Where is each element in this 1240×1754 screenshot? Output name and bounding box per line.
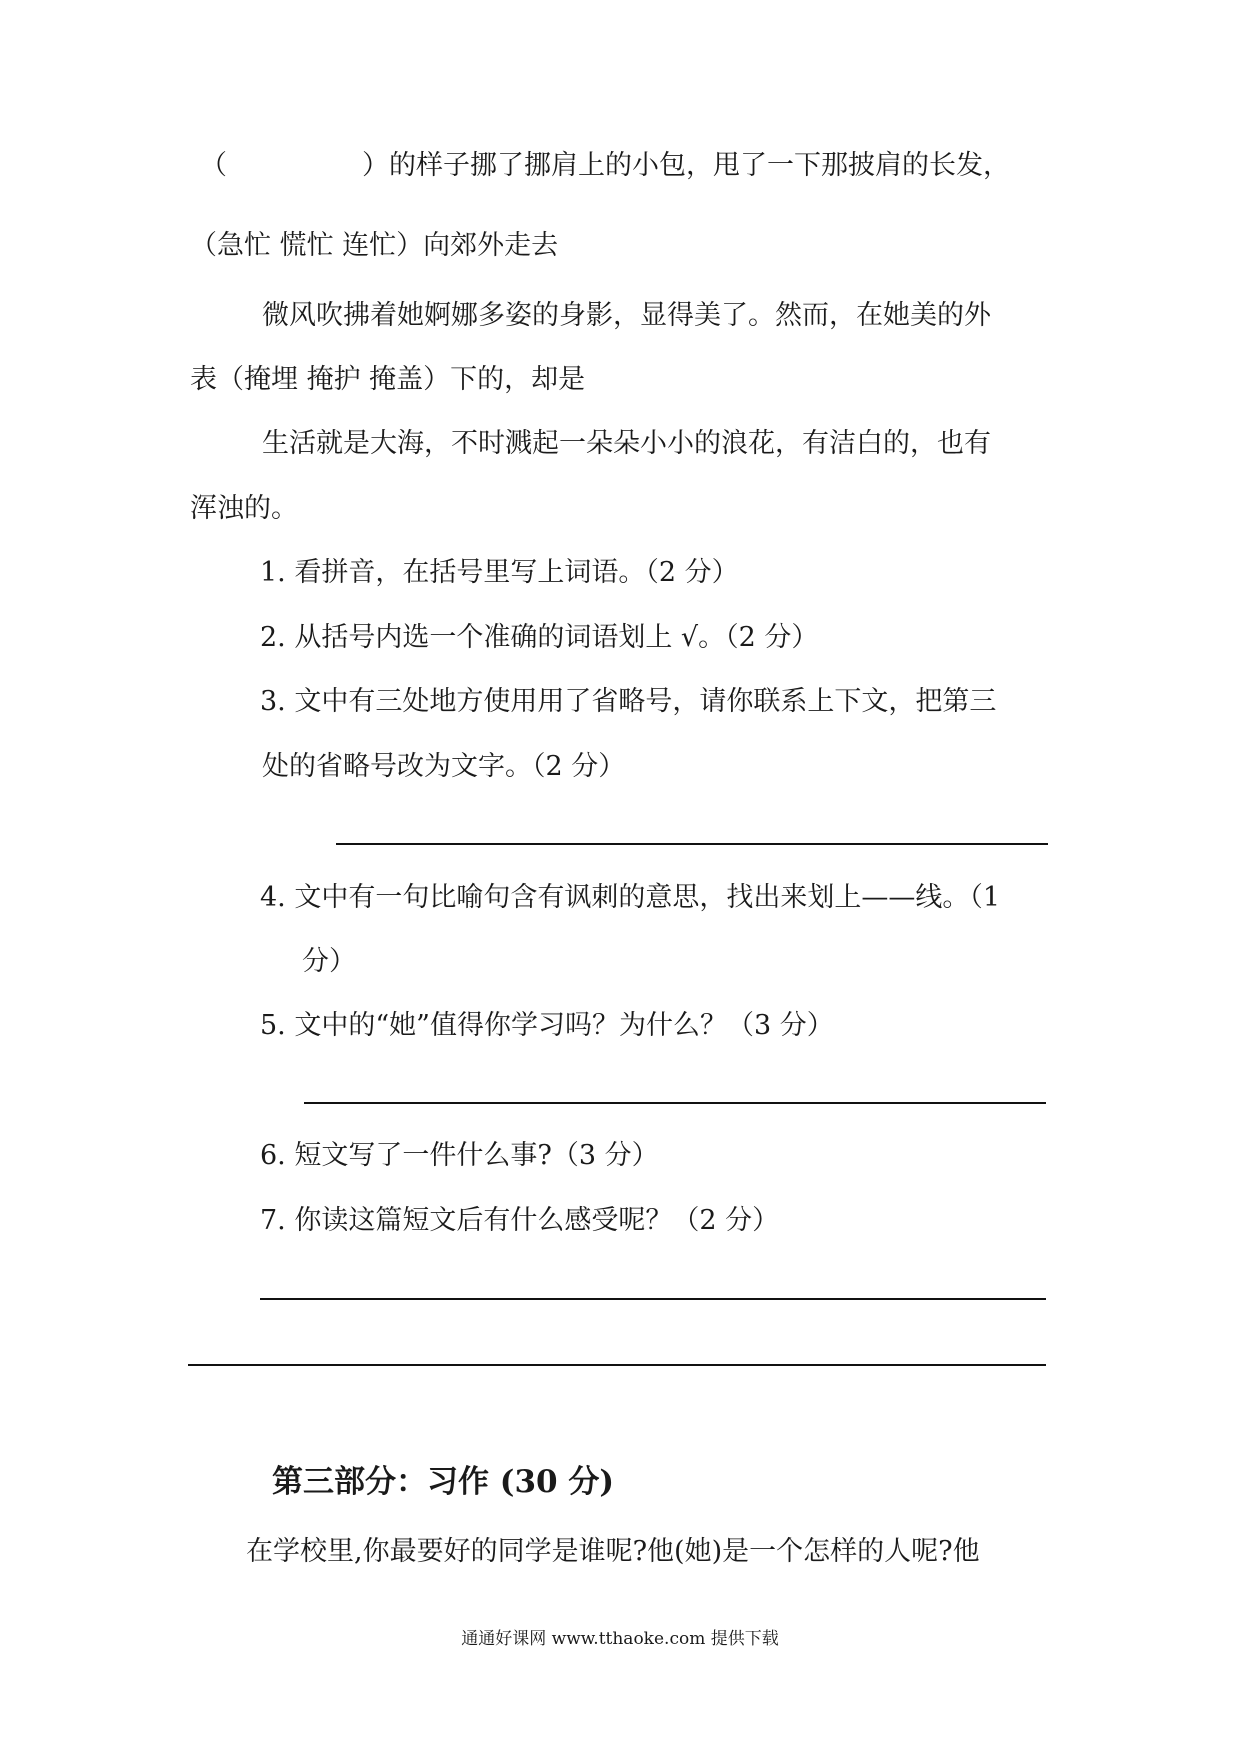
answer-line-q7-b[interactable] xyxy=(188,1364,1046,1366)
question-3-line-1: 3. 文中有三处地方使用用了省略号，请你联系上下文，把第三 xyxy=(260,686,997,717)
question-4-line-2: 分） xyxy=(302,946,356,977)
question-5: 5. 文中的“她”值得你学习吗？为什么？（3 分） xyxy=(260,1010,834,1041)
passage-line-1: （ ）的样子挪了挪肩上的小包，甩了一下那披肩的长发， xyxy=(200,150,1010,181)
answer-line-q3[interactable] xyxy=(336,843,1048,845)
answer-line-q5[interactable] xyxy=(304,1102,1046,1104)
section-heading: 第三部分：习作 (30 分) xyxy=(272,1464,615,1500)
passage-line-3: 微风吹拂着她婀娜多姿的身影，显得美了。然而，在她美的外 xyxy=(262,300,991,331)
writing-prompt: 在学校里,你最要好的同学是谁呢?他(她)是一个怎样的人呢?他 xyxy=(246,1536,980,1567)
footer-credit: 通通好课网 www.tthaoke.com 提供下载 xyxy=(461,1629,779,1649)
question-6: 6. 短文写了一件什么事?（3 分） xyxy=(260,1140,659,1171)
answer-line-q7-a[interactable] xyxy=(260,1298,1046,1300)
question-3-line-2: 处的省略号改为文字。（2 分） xyxy=(262,751,626,782)
passage-line-4: 表（掩埋 掩护 掩盖）下的，却是 xyxy=(190,364,586,395)
passage-line-2: （急忙 慌忙 连忙）向郊外走去 xyxy=(190,230,559,261)
question-2: 2. 从括号内选一个准确的词语划上 √。（2 分） xyxy=(260,622,819,653)
question-1: 1. 看拼音，在括号里写上词语。（2 分） xyxy=(260,557,739,588)
question-4-line-1: 4. 文中有一句比喻句含有讽刺的意思，找出来划上——线。（1 xyxy=(260,882,1001,913)
passage-line-5: 生活就是大海，不时溅起一朵朵小小的浪花，有洁白的，也有 xyxy=(262,428,991,459)
question-7: 7. 你读这篇短文后有什么感受呢？（2 分） xyxy=(260,1205,780,1236)
passage-line-6: 浑浊的。 xyxy=(190,493,298,524)
